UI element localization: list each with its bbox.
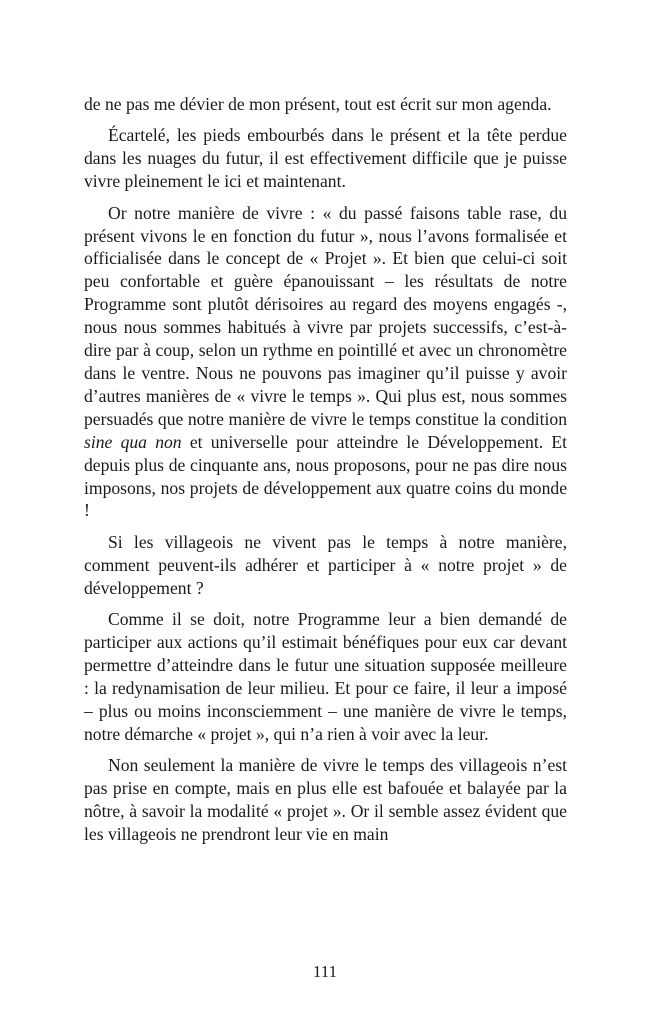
paragraph-continuation: de ne pas me dévier de mon présent, tout est écrit sur mon agenda. xyxy=(84,94,552,114)
paragraph-6: Non seulement la manière de vivre le temps des villageois n’est pas prise en compte, mais en plus elle est bafouée et balayée par la nôtre, à savoir la modalité « projet ». Or il semble assez évident que les villageois ne prendront leur vie en main xyxy=(84,754,567,844)
body-text xyxy=(84,93,567,846)
paragraph-3 xyxy=(84,202,567,523)
paragraph-3-text-after-italic: et universelle pour atteindre le Développement. Et depuis plus de cinquante ans, nous proposons, pour ne pas dire nous imposons, nos projets de développement aux quatre coins du monde ! xyxy=(84,431,567,521)
page-number: 111 xyxy=(312,962,338,981)
paragraph-3-text-before-italic: Or notre manière de vivre : « du passé faisons table rase, du présent vivons le en fonction du futur », nous l’avons formalisée et officialisée dans le concept de « Projet ». Et bien que celui-ci soit peu confortable et guère épanouissant – les résultats de notre Programme sont plutôt dérisoires au regard des moyens engagés -, nous nous sommes habitués à vivre par projets successifs, c’est-à-dire par à coup, selon un rythme en pointillé et avec un chronomètre dans le ventre. Nous ne pouvons pas imaginer qu’il puisse y avoir d’autres manières de « vivre le temps ». Qui plus est, nous sommes persuadés que notre manière de vivre le temps constitue la condition xyxy=(84,202,567,429)
paragraph-4: Si les villageois ne vivent pas le temps à notre manière, comment peuvent-ils adhérer et participer à « notre projet » de développement ? xyxy=(84,531,567,598)
paragraph-5: Comme il se doit, notre Programme leur a bien demandé de participer aux actions qu’il estimait bénéfiques pour eux car devant permettre d’atteindre dans le futur une situation supposée meilleure : la redynamisation de leur milieu. Et pour ce faire, il leur a imposé – plus ou moins inconsciemment – une manière de vivre le temps, notre démarche « projet », qui n’a rien à voir avec la leur. xyxy=(84,609,567,744)
paragraph-3-italic-phrase: sine qua non xyxy=(84,431,182,452)
paragraph-2: Écartelé, les pieds embourbés dans le présent et la tête perdue dans les nuages du futur, il est effectivement difficile que je puisse vivre pleinement le ici et maintenant. xyxy=(84,125,567,192)
